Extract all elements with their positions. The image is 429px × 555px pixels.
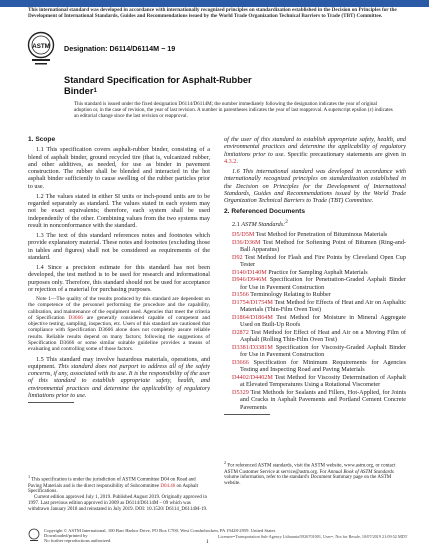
copyright-text: Copyright © ASTM International, 100 Barr Harbor Drive, PO Box C700, West Conshohocken, PA 19428-2959. United States xyxy=(44,528,276,533)
footnote-1-edition: Current edition approved July 1, 2019. Published August 2019. Originally approved in 1997. Last previous edition approved in 2009 as D6114/D6114M – 09 which was withdrawn January 2018 and reinstated in July 2019. DOI: 10.1520/ D6114_D6114M-19. xyxy=(28,495,208,513)
reference-title: Test Method for Viscosity Determination of Asphalt at Elevated Temperatures Using a Rotational Viscometer xyxy=(240,374,406,389)
reference-code-link[interactable]: D36/D36M xyxy=(232,238,261,246)
reference-code-link[interactable]: D946/D946M xyxy=(232,276,267,284)
paragraph-1-4: 1.4 Since a precision estimate for this standard has not been developed, the test method is to be used for research and informational purposes only. Therefore, this standard should not be used for acceptance or rejection of a material for purchasing purposes. xyxy=(28,264,210,293)
footnote-2-mark: 2 xyxy=(224,460,227,465)
copyright-downloaded: Downloaded/printed by xyxy=(44,533,88,539)
p2-1-label: ASTM Standards: xyxy=(241,220,286,228)
reference-code-link[interactable]: D140/D140M xyxy=(232,268,267,276)
note-1 xyxy=(28,296,210,353)
reference-title: Test Methods for Sealants and Fillers, Hot-Applied, for Joints and Cracks in Asphalt Pavements and Portland Cement Concrete Pavements xyxy=(240,389,406,411)
title-text: Standard Specification for Asphalt-Rubber Binder xyxy=(64,75,252,96)
footnote-1-mark: 1 xyxy=(28,474,31,479)
astm-small-logo-icon xyxy=(28,528,42,544)
reference-item xyxy=(232,374,406,389)
paragraph-1-6: 1.6 This international standard was developed in accordance with internationally recognized principles on standardization established in the Decision on Principles for the Development of International Standards, Guides and Recommendations issued by the World Trade Organization Technical Barriers to Trade (TBT) Committee. xyxy=(224,168,406,204)
footnote-1-text-cont: on Asphalt Specifications. xyxy=(28,483,198,495)
p2-1-footnote-mark: 2 xyxy=(285,218,288,225)
copyright-reproductions: No further reproductions authorized. xyxy=(44,538,112,544)
footnote-2-text-cont: volume information, refer to the standard's Document Summary page on the ASTM website. xyxy=(224,475,392,487)
reference-item xyxy=(232,276,406,291)
footnote-2-italic: Annual Book of ASTM Standards xyxy=(327,469,394,475)
footnote-1-text: This specification is under the jurisdiction of ASTM Committee D04 on Road and Paving Materials and is the direct responsibility of Subcommittee xyxy=(28,477,196,489)
link-d3666[interactable]: D3666 xyxy=(68,314,83,321)
reference-code-link[interactable]: D5329 xyxy=(232,389,249,397)
reference-item xyxy=(232,329,406,344)
note-1-text: Note 1—The quality of the results produced by this standard are dependent on the competence of the personnel performing the procedure and the capability, calibration, and maintenance of the equipment used. Agencies that meet the criteria of Specification xyxy=(28,296,210,321)
reference-item xyxy=(232,239,406,254)
reference-item xyxy=(232,314,406,329)
reference-title: Test Method for Flash and Fire Points by Cleveland Open Cup Tester xyxy=(240,253,406,268)
issued-note: This standard is issued under the fixed designation D6114/D6114M; the number immediately following the designation indicates the year of original adoption or, in the case of revision, the year of last revision. A number in parentheses indicates the year of last reapproval. A superscript epsilon (ε) indicates an editorial change since the last revision or reapproval. xyxy=(74,101,393,120)
reference-item xyxy=(232,254,406,269)
designation: Designation: D6114/D6114M − 19 xyxy=(64,44,176,53)
logo-label: ASTM xyxy=(32,43,50,50)
paragraph-1-5-text: 1.5 This standard may involve hazardous materials, operations, and equipment. xyxy=(28,355,210,370)
page-number: 1 xyxy=(206,539,209,545)
reference-item xyxy=(232,231,406,238)
reference-code-link[interactable]: D2872 xyxy=(232,329,249,337)
reference-item xyxy=(232,359,406,374)
reference-item xyxy=(232,291,406,298)
p1-5-cont-text: Specific precautionary statements are given in xyxy=(285,150,406,158)
reference-code-link[interactable]: D3381/D3381M xyxy=(232,344,273,352)
p1-5-cont-italic: of the user of this standard to establish appropriate safety, health, and environmental practices and determine the applicability of regulatory limitations prior to use. xyxy=(224,136,406,158)
reference-item xyxy=(232,269,406,276)
reference-title: Test Method for Softening Point of Bitumen (Ring-and-Ball Apparatus) xyxy=(240,238,406,253)
reference-item xyxy=(232,389,406,411)
paragraph-1-1: 1.1 This specification covers asphalt-rubber binder, consisting of a blend of asphalt binder, ground recycled tire (that is, vulcanized rubber, and other additives, as needed, for use as binder in pavement construction. The rubber shall be blended and interacted in the hot asphalt binder sufficiently to cause swelling of the rubber particles prior to use. xyxy=(28,146,210,190)
paragraph-1-3: 1.3 The text of this standard references notes and footnotes which provide explanatory material. These notes and footnotes (excluding those in tables and figures) shall not be considered as requirements of the standard. xyxy=(28,232,210,261)
license-text: Licensee=Transportation Sub-Agency Lithuania/5926701001, User=, Not for Resale, 10/07/2019 21:09:52 MDT xyxy=(218,534,408,539)
reference-title: Terminology Relating to Rubber xyxy=(248,291,331,299)
reference-item xyxy=(232,344,406,359)
footnote-1 xyxy=(28,474,210,513)
reference-code-link[interactable]: D1754/D1754M xyxy=(232,299,273,307)
reference-title: Test Method for Effects of Heat and Air on Asphaltic Materials (Thin-Film Oven Test) xyxy=(240,299,406,314)
reference-code-link[interactable]: D4402/D4402M xyxy=(232,374,273,382)
footnote-divider-right xyxy=(224,414,270,415)
paragraph-2-1 xyxy=(224,219,406,228)
reference-title: Test Method for Moisture in Mineral Aggregate Used on Built-Up Roofs xyxy=(240,314,406,329)
reference-code-link[interactable]: D5/D5M xyxy=(232,230,255,238)
paragraph-1-2: 1.2 The values stated in either SI units or inch-pound units are to be regarded separately as standard. The values stated in each system may not be exact equivalents; therefore, each system shall be used independently of the other. Combining values from the two systems may result in nonconformance with the standard. xyxy=(28,192,210,229)
reference-title: Test Method for Effect of Heat and Air on a Moving Film of Asphalt (Rolling Thin-Film Oven Test) xyxy=(240,329,406,344)
paragraph-1-5-italic: This standard does not purport to address all of the safety concerns, if any, associated with its use. It is the responsibility of the user of this standard to establish appropriate safety, health, and environmental practices and determine the applicability of regulatory limitations prior to use. xyxy=(28,362,211,399)
reference-title: Specification for Viscosity-Graded Asphalt Binder for Use in Pavement Construction xyxy=(240,344,406,359)
astm-logo xyxy=(27,30,55,68)
reference-code-link[interactable]: D3666 xyxy=(232,359,249,367)
paragraph-1-5-cont: of the user of this standard to establish appropriate safety, health, and environmental practices and determine the applicability of regulatory limitations prior to use. Specific precautionary statements are given in 4.3.2. xyxy=(224,136,406,165)
right-column xyxy=(224,136,406,418)
reference-title: Test Method for Penetration of Bituminous Materials xyxy=(254,230,388,238)
note-1-text-cont: are generally considered capable of competent and objective testing, sampling, inspection, etc. Users of this standard are cautioned that compliance with Specification D3666 alone does not completely assure reliable results. Reliable results depend on many factors; following the suggestions of Specification D3666 or some similar suitable guideline provides a means of evaluating and controlling some of those factors. xyxy=(28,314,210,353)
footnote-divider xyxy=(28,402,74,403)
footnote-2 xyxy=(224,460,406,487)
reference-code-link[interactable]: D1864/D1864M xyxy=(232,314,273,322)
reference-code-link[interactable]: D92 xyxy=(232,253,243,261)
link-d04-46[interactable]: D04.46 xyxy=(160,483,176,489)
title-footnote-mark: 1 xyxy=(93,87,97,94)
link-4-3-2[interactable]: 4.3.2 xyxy=(224,157,237,165)
reference-item xyxy=(232,299,406,314)
reference-list xyxy=(224,231,406,411)
section-1-heading: 1. Scope xyxy=(28,136,56,143)
reference-title: Specification for Minimum Requirements for Agencies Testing and Inspecting Road and Paving Materials xyxy=(240,359,406,374)
reference-code-link[interactable]: D1566 xyxy=(232,291,249,299)
header-notice: This international standard was developed in accordance with internationally recognized principles on standardization established in the Decision on Principles for the Development of International Standards, Guides and Recommendations issued by the World Trade Organization Technical Barriers to Trade (TBT) Committee. xyxy=(28,7,397,20)
header-bar xyxy=(0,0,429,7)
reference-title: Practice for Sampling Asphalt Materials xyxy=(266,268,368,276)
section-2-heading: 2. Referenced Documents xyxy=(224,208,305,216)
paragraph-1-5 xyxy=(28,356,210,400)
left-column xyxy=(28,136,210,406)
footnote-2-text: For referenced ASTM standards, visit the ASTM website, www.astm.org, or contact ASTM Customer Service at service@astm.org. For xyxy=(224,463,396,475)
p2-1-num: 2.1 xyxy=(232,220,242,228)
reference-title: Specification for Penetration-Graded Asphalt Binder for Use in Pavement Construction xyxy=(240,276,406,291)
page-title xyxy=(64,75,284,96)
